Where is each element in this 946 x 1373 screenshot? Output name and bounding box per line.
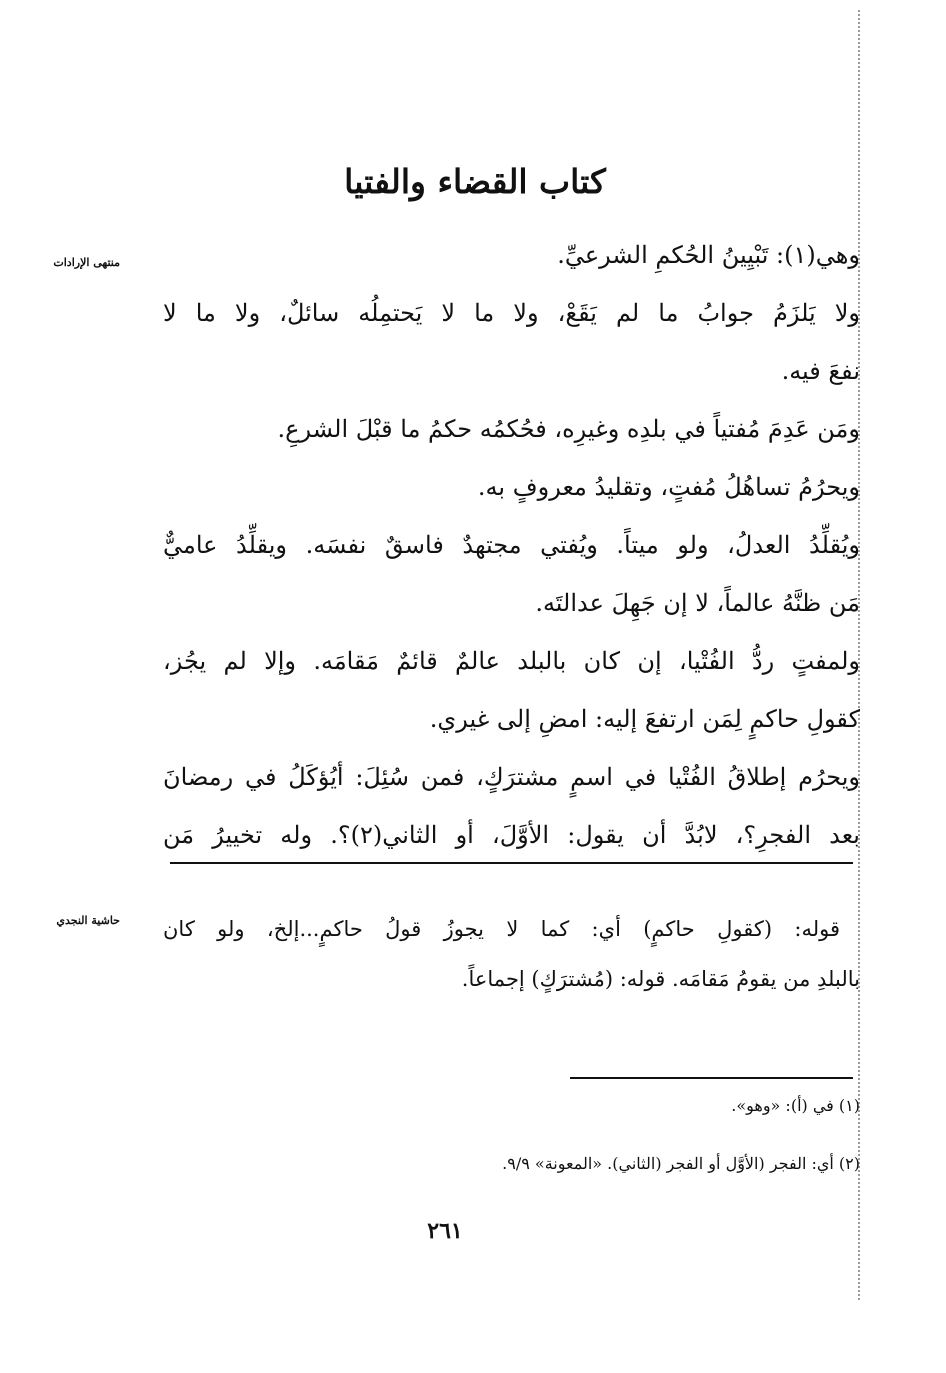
commentary-line: بالبلدِ من يقومُ مَقامَه. قوله: (مُشترَكٍ) إجماعاً. xyxy=(461,967,860,991)
footnote-divider-rule xyxy=(570,1077,853,1079)
side-note-najdi: حاشية النجدي xyxy=(56,914,120,927)
side-note-muntaha: منتهى الإرادات xyxy=(53,256,120,269)
footnote-item: (٢) أي: الفجر (الأوَّل أو الفجر (الثاني). «المعونة» ٩/٩. xyxy=(502,1154,860,1173)
main-text xyxy=(163,226,860,864)
chapter-title: كتاب القضاء والفتيا xyxy=(344,162,606,201)
main-text-line: وهي(١): تَبْيِينُ الحُكمِ الشرعيِّ. xyxy=(557,241,860,269)
page-number: ٢٦١ xyxy=(427,1218,463,1244)
main-text-line: ويحرُمُ تساهُلُ مُفتٍ، وتقليدُ معروفٍ به. xyxy=(477,473,860,501)
main-text-line: نفعَ فيه. xyxy=(781,357,860,385)
main-text-line: ويحرُم إطلاقُ الفُتْيا في اسمٍ مشترَكٍ، فمن سُئِلَ: أيُؤكَلُ في رمضانَ xyxy=(163,763,860,791)
commentary-text xyxy=(163,904,860,1004)
main-text-line: ويُقلِّدُ العدلُ، ولو ميتاً. ويُفتي مجتهدٌ فاسقٌ نفسَه. ويقلِّدُ عاميٌّ xyxy=(163,531,860,559)
main-text-line: بعد الفجرِ؟، لابُدَّ أن يقول: الأوَّلَ، أو الثاني(٢)؟. وله تخييرُ مَن xyxy=(163,821,860,849)
main-text-line: ولمفتٍ ردُّ الفُتْيا، إن كان بالبلد عالمٌ قائمٌ مَقامَه. وإلا لم يجُز، xyxy=(163,647,860,675)
main-text-line: مَن ظنَّهُ عالماً، لا إن جَهِلَ عدالتَه. xyxy=(535,589,860,617)
main-text-line: ومَن عَدِمَ مُفتياً في بلدِه وغيرِه، فحُكمُه حكمُ ما قبْلَ الشرعِ. xyxy=(277,415,860,443)
text-divider-rule xyxy=(170,862,853,864)
commentary-line: قوله: (كقولِ حاكمٍ) أي: كما لا يجوزُ قولُ حاكمٍ...إلخ، ولو كان xyxy=(163,917,840,941)
main-text-line: ولا يَلزَمُ جوابُ ما لم يَقَعْ، ولا ما لا يَحتمِلُه سائلٌ، ولا ما لا xyxy=(163,299,860,327)
footnote-item: (١) في (أ): «وهو». xyxy=(731,1096,860,1115)
footnotes xyxy=(163,1094,860,1210)
main-text-line: كقولِ حاكمٍ لِمَن ارتفعَ إليه: امضِ إلى غيري. xyxy=(429,705,860,733)
